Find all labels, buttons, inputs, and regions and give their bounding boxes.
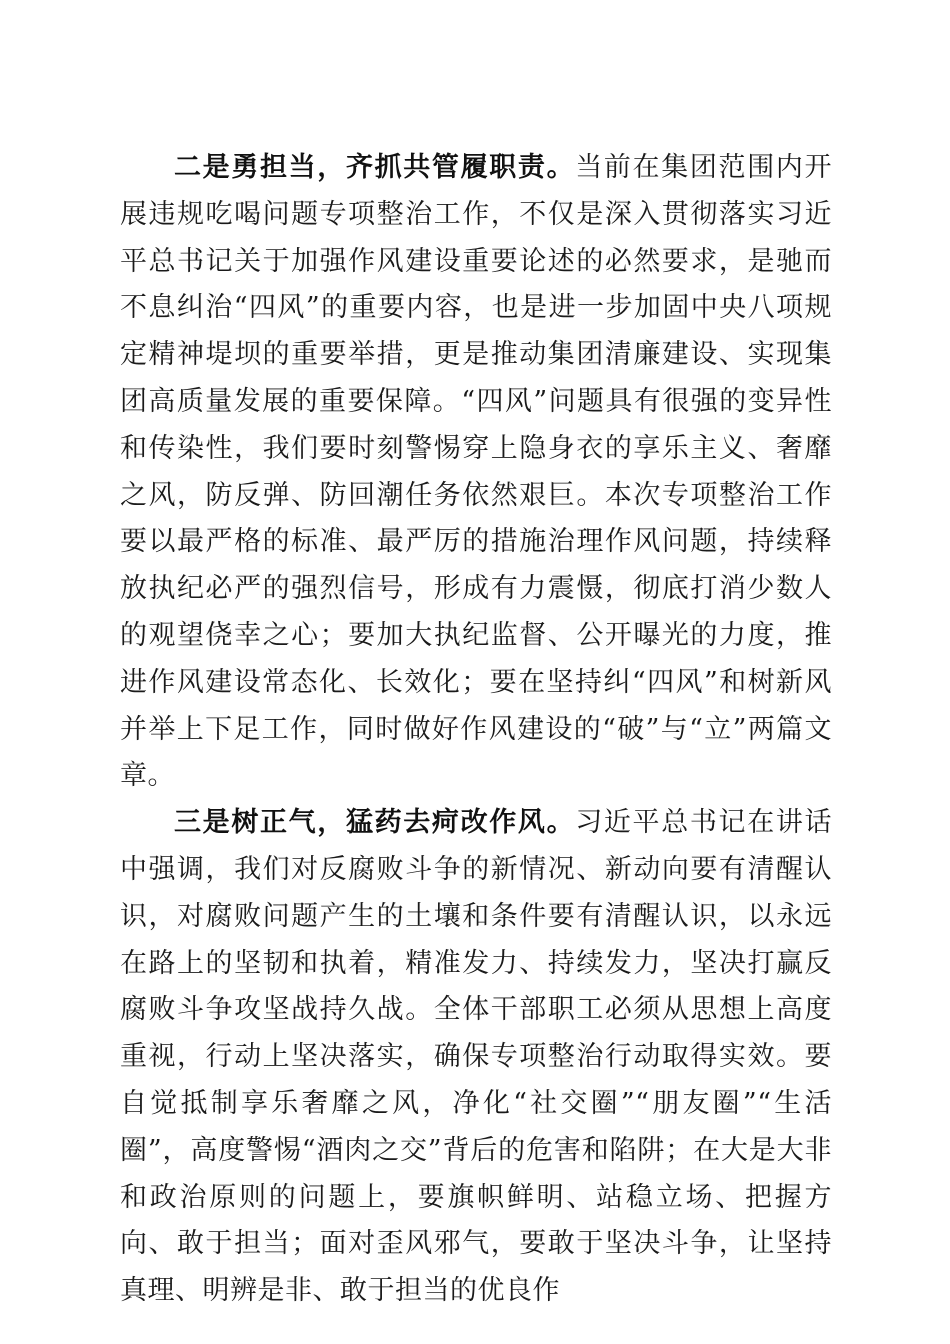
paragraph-2-text: 当前在集团范围内开展违规吃喝问题专项整治工作，不仅是深入贯彻落实习近平总书记关于加强作风建设重要论述的必然要求，是驰而不息纠治“四风”的重要内容，也是进一步加固中央八项规定精神堤坝的重要举措，更是推动集团清廉建设、实现集团高质量发展的重要保障。“四风”问题具有很强的变异性和传染性，我们要时刻警惕穿上隐身衣的享乐主义、奢靡之风，防反弹、防回潮任务依然艰巨。本次专项整治工作要以最严格的标准、最严厉的措施治理作风问题，持续释放执纪必严的强烈信号，形成有力震慑，彻底打消少数人的观望侥幸之心；要加大执纪监督、公开曝光的力度，推进作风建设常态化、长效化；要在坚持纠“四风”和树新风并举上下足工作，同时做好作风建设的“破”与“立”两篇文章。 — [120, 152, 833, 792]
paragraph-2-lead: 二是勇担当，齐抓共管履职责。 — [174, 152, 576, 183]
paragraph-3-lead: 三是树正气，猛药去疴改作风。 — [174, 807, 576, 839]
paragraph-2 — [120, 145, 832, 800]
paragraph-3-text: 习近平总书记在讲话中强调，我们对反腐败斗争的新情况、新动向要有清醒认识，对腐败问题产生的土壤和条件要有清醒认识，以永远在路上的坚韧和执着，精准发力、持续发力，坚决打赢反腐败斗争攻坚战持久战。全体干部职工必须从思想上高度重视，行动上坚决落实，确保专项整治行动取得实效。要自觉抵制享乐奢靡之风，净化“社交圈”“朋友圈”“生活圈”，高度警惕“酒肉之交”背后的危害和陷阱；在大是大非和政治原则的问题上，要旗帜鲜明、站稳立场、把握方向、敢于担当；面对歪风邪气，要敢于坚决斗争，让坚持真理、明辨是非、敢于担当的优良作 — [120, 807, 833, 1307]
paragraph-3 — [120, 800, 832, 1315]
document-body — [120, 145, 832, 1315]
